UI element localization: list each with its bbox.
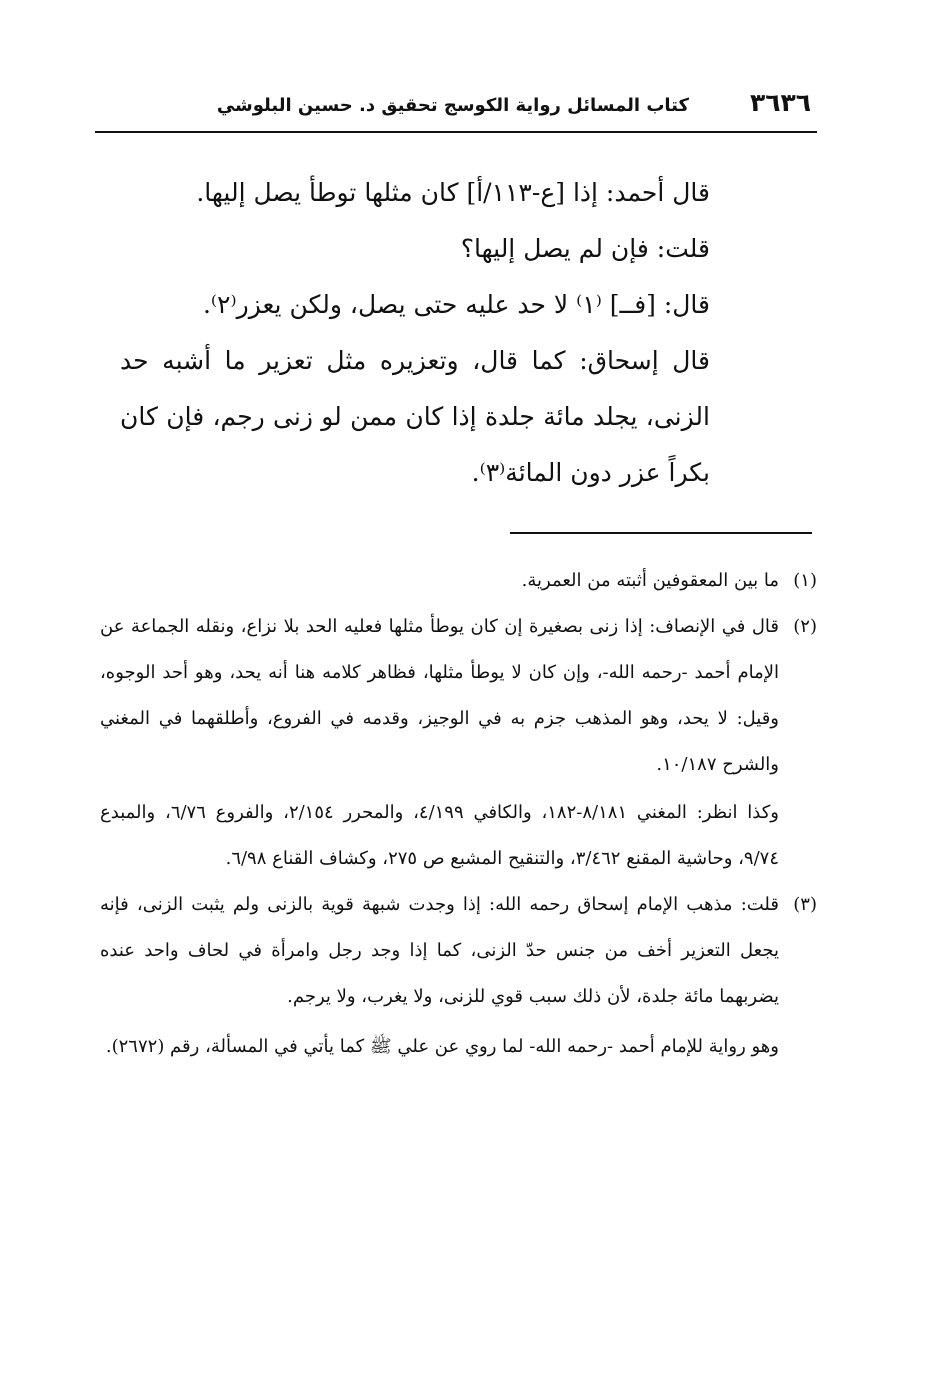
footnotes xyxy=(100,558,817,1070)
main-paragraph: قال إسحاق: كما قال، وتعزيره مثل تعزير ما أشبه حد الزنى، يجلد مائة جلدة إذا كان ممن لو زنى رجم، فإن كان بكراً عزر دون المائة⁽٣⁾. xyxy=(120,346,710,487)
footnote-1 xyxy=(100,558,817,604)
main-paragraph: قال أحمد: إذا [ع-١١٣/أ] كان مثلها توطأ يصل إليها. xyxy=(196,178,710,207)
main-paragraph: قال: [فــ] ⁽١⁾ لا حد عليه حتى يصل، ولكن يعزر⁽٢⁾. xyxy=(202,290,710,319)
footnote-paragraph: وكذا انظر: المغني ٨/١٨١-١٨٢، والكافي ٤/١٩٩، والمحرر ٢/١٥٤، والفروع ٦/٧٦، والمبدع ٩/٧٤، وحاشية المقنع ٣/٤٦٢، والتنقيح المشبع ص ٢٧٥، وكشاف القناع ٦/٩٨. xyxy=(100,802,779,869)
page-number: ٣٦٣٦ xyxy=(749,88,811,117)
footnote-2 xyxy=(100,604,817,882)
footnote-3 xyxy=(100,882,817,1070)
footnote-body xyxy=(100,604,779,882)
footnote-body xyxy=(100,558,779,604)
footnote-body xyxy=(100,882,779,1070)
main-paragraph: قلت: فإن لم يصل إليها؟ xyxy=(460,234,710,263)
footnote-marker: (٣) xyxy=(793,894,817,915)
footnote-paragraph: وهو رواية للإمام أحمد -رحمه الله- لما روي عن علي ﷺ كما يأتي في المسألة، رقم (٢٦٧٢). xyxy=(105,1036,779,1057)
header-rule xyxy=(95,131,817,133)
footnote-separator xyxy=(510,532,812,534)
footnote-paragraph: قال في الإنصاف: إذا زنى بصغيرة إن كان يوطأ مثلها فعليه الحد بلا نزاع، ونقله الجماعة عن الإمام أحمد -رحمه الله-، وإن كان لا يوطأ مثلها، فظاهر كلامه هنا أنه يحد، وهو أحد الوجوه، وقيل: لا يحد، وهو المذهب جزم به في الوجيز، وقدمه في الفروع، وأطلقهما في المغني والشرح ١٠/١٨٧. xyxy=(100,616,779,775)
page-header xyxy=(95,88,817,128)
main-text xyxy=(120,165,710,501)
footnote-marker: (١) xyxy=(793,570,817,591)
footnote-marker: (٢) xyxy=(793,616,817,637)
footnote-paragraph: قلت: مذهب الإمام إسحاق رحمه الله: إذا وجدت شبهة قوية بالزنى ولم يثبت الزنى، فإنه يجعل التعزير أخف من جنس حدّ الزنى، كما إذا وجد رجل وامرأة في لحاف واحد عنده يضربهما مائة جلدة، لأن ذلك سبب قوي للزنى، ولا يغرب، ولا يرجم. xyxy=(100,894,779,1007)
footnote-paragraph: ما بين المعقوفين أثبته من العمرية. xyxy=(521,570,779,591)
running-title: كتاب المسائل رواية الكوسج تحقيق د. حسين البلوشي xyxy=(216,95,689,116)
